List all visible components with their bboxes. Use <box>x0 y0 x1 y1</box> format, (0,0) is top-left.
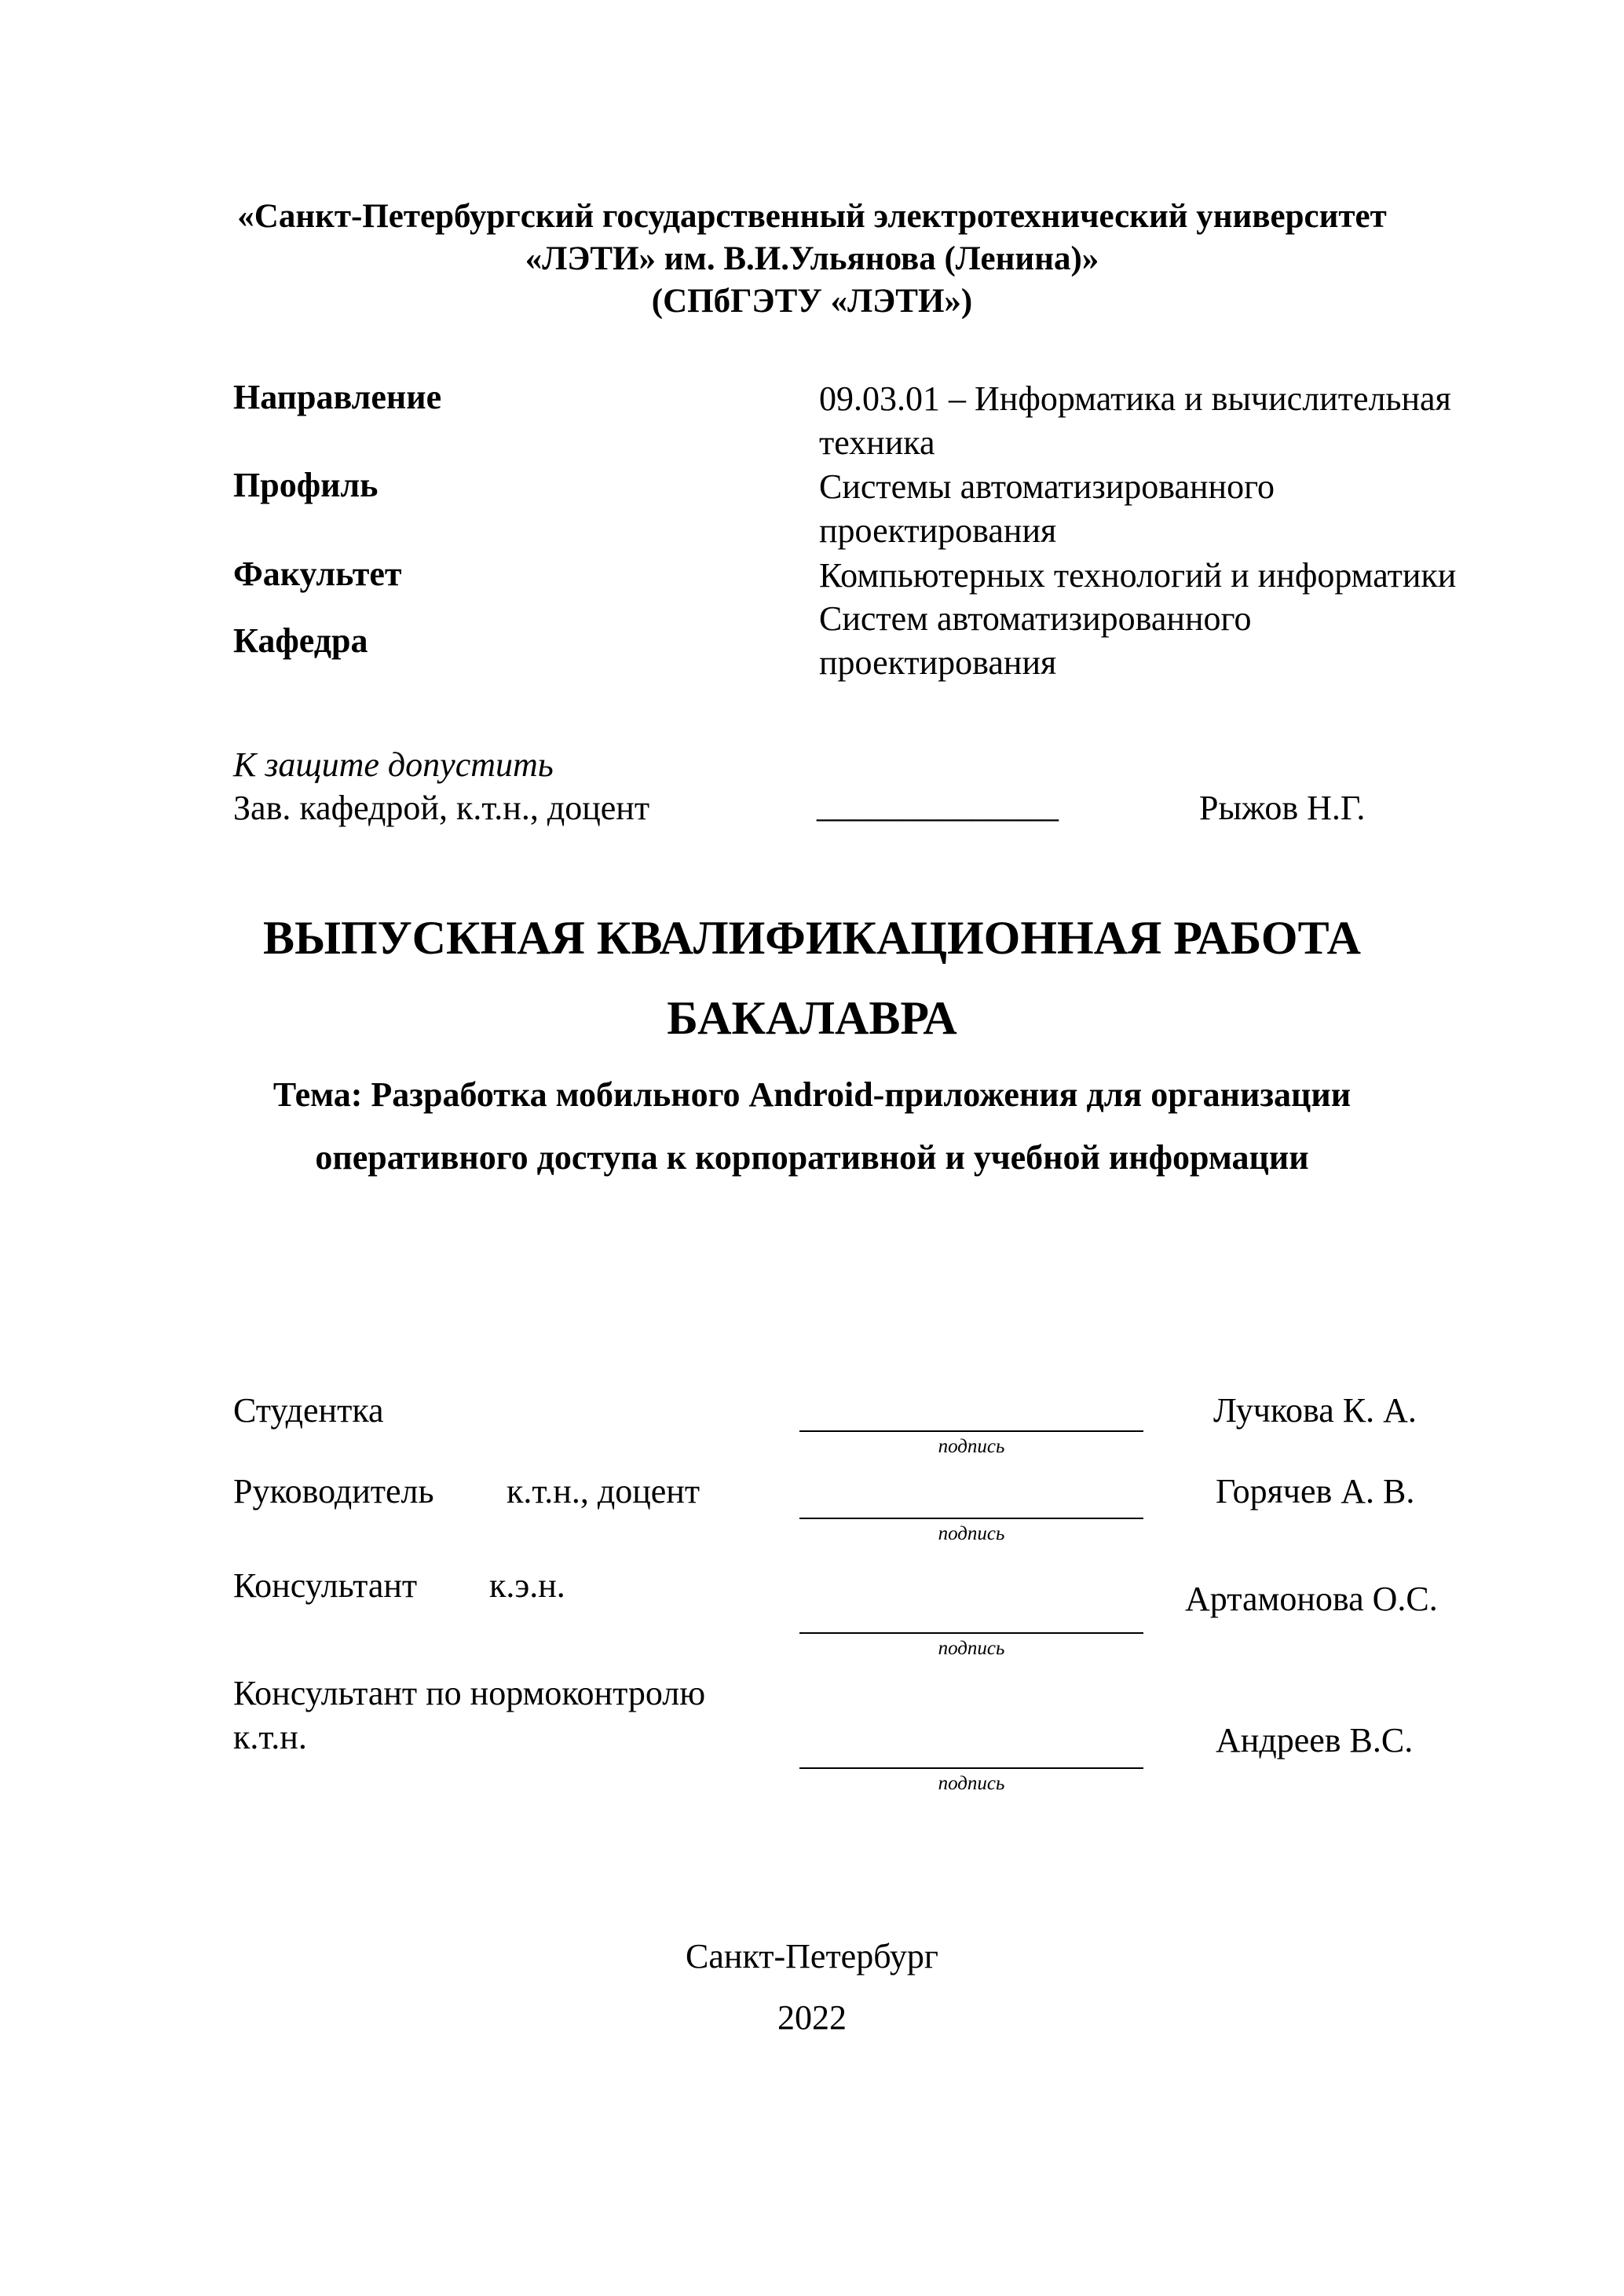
faculty-value: Компьютерных технологий и информатики <box>819 556 1457 595</box>
admit-to-defense: К защите допустить <box>233 745 554 784</box>
faculty-label: Факультет <box>233 555 402 593</box>
normcontrol-name: Андреев В.С. <box>1216 1721 1414 1760</box>
direction-value-line1: 09.03.01 – Информатика и вычислительная <box>819 379 1451 418</box>
supervisor-signature-caption: подпись <box>938 1523 1005 1544</box>
student-signature-caption: подпись <box>938 1436 1005 1457</box>
supervisor-role: Руководитель <box>233 1472 434 1511</box>
normcontrol-role: Консультант по нормоконтролю <box>233 1674 706 1712</box>
document-title-line2: БАКАЛАВРА <box>667 992 957 1044</box>
head-name: Рыжов Н.Г. <box>1199 789 1366 827</box>
normcontrol-signature-caption: подпись <box>938 1773 1005 1794</box>
university-name-line1: «Санкт-Петербургский государственный электротехнический университет <box>237 198 1387 235</box>
supervisor-degree: к.т.н., доцент <box>507 1472 700 1511</box>
consultant-signature-line <box>799 1632 1143 1634</box>
direction-label: Направление <box>233 378 442 416</box>
document-title-line1: ВЫПУСКНАЯ КВАЛИФИКАЦИОННАЯ РАБОТА <box>263 912 1361 964</box>
department-label: Кафедра <box>233 621 368 660</box>
consultant-role: Консультант <box>233 1566 418 1605</box>
supervisor-signature-line <box>799 1518 1143 1519</box>
supervisor-name: Горячев А. В. <box>1216 1472 1415 1511</box>
department-value-line2: проектирования <box>819 643 1057 682</box>
profile-value-line1: Системы автоматизированного <box>819 467 1275 506</box>
student-signature-line <box>799 1430 1143 1432</box>
city: Санкт-Петербург <box>686 1937 938 1976</box>
theme-line1: Тема: Разработка мобильного Android-приложения для организации <box>272 1075 1352 1114</box>
student-role: Студентка <box>233 1391 384 1430</box>
student-name: Лучкова К. А. <box>1213 1391 1417 1430</box>
normcontrol-degree: к.т.н. <box>233 1718 307 1756</box>
head-signature-blank: ______________ <box>817 786 1059 825</box>
profile-label: Профиль <box>233 466 379 504</box>
theme-line2: оперативного доступа к корпоративной и учебной информации <box>315 1138 1309 1177</box>
consultant-name: Артамонова О.С. <box>1185 1580 1438 1618</box>
profile-value-line2: проектирования <box>819 511 1057 550</box>
normcontrol-signature-line <box>799 1767 1143 1769</box>
university-abbreviation: (СПбГЭТУ «ЛЭТИ») <box>651 283 973 320</box>
consultant-degree: к.э.н. <box>489 1566 565 1605</box>
consultant-signature-caption: подпись <box>938 1638 1005 1659</box>
direction-value-line2: техника <box>819 423 935 462</box>
head-of-department: Зав. кафедрой, к.т.н., доцент <box>233 789 650 827</box>
year: 2022 <box>777 1998 847 2037</box>
department-value-line1: Систем автоматизированного <box>819 599 1252 638</box>
university-name-line2: «ЛЭТИ» им. В.И.Ульянова (Ленина)» <box>525 240 1099 277</box>
